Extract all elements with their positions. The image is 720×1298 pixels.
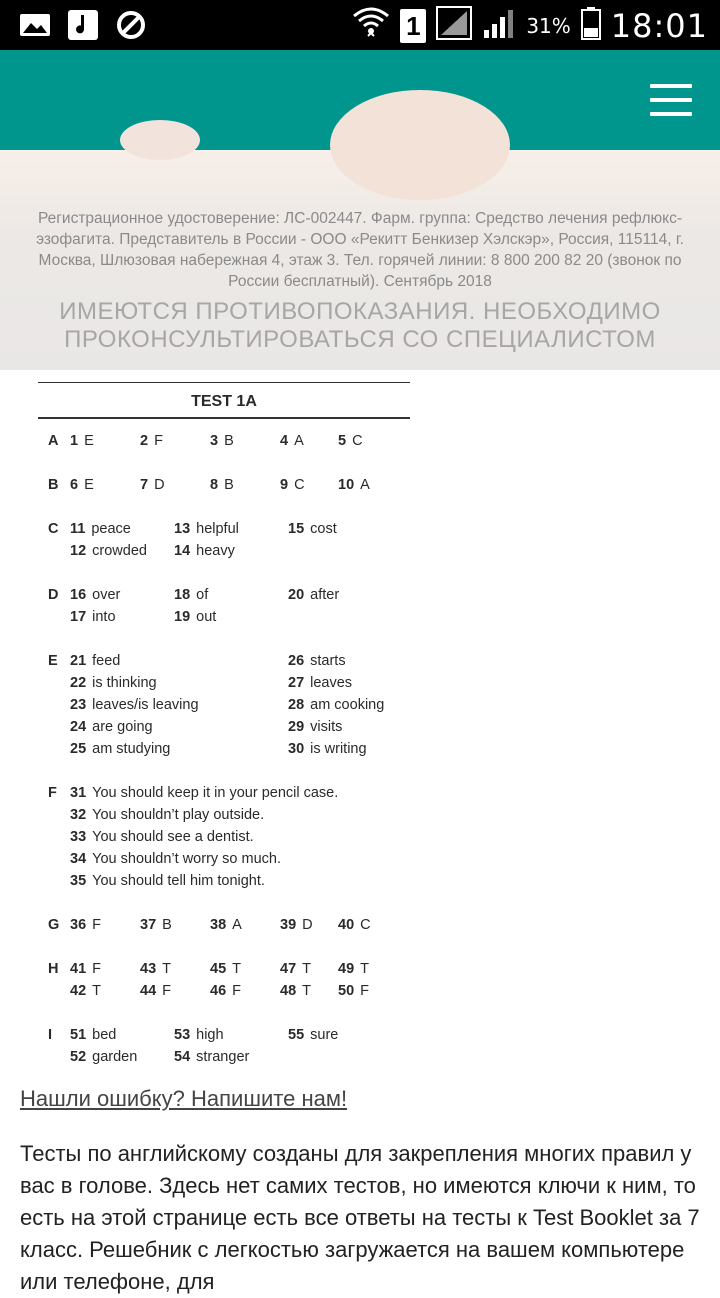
answer-value: C — [360, 917, 371, 933]
answer-number: 45 — [210, 961, 227, 977]
answer-value: sure — [310, 1027, 339, 1043]
answer-item — [174, 1027, 224, 1043]
answer-row — [38, 1049, 410, 1071]
answer-value: D — [302, 917, 313, 933]
answer-value: A — [232, 917, 242, 933]
answer-number: 49 — [338, 961, 355, 977]
answer-number: 28 — [288, 697, 305, 713]
signal-strength-icon — [482, 6, 516, 45]
answer-item — [70, 587, 120, 603]
answer-number: 20 — [288, 587, 305, 603]
answer-item — [70, 675, 157, 691]
answer-value: starts — [310, 653, 346, 669]
answer-item — [210, 433, 234, 449]
answer-number: 21 — [70, 653, 87, 669]
answer-item — [338, 477, 370, 493]
answer-value: over — [92, 587, 121, 603]
answer-item — [280, 983, 311, 999]
answer-row — [38, 477, 410, 499]
answer-value: is writing — [310, 741, 367, 757]
answer-number: 39 — [280, 917, 297, 933]
answer-number: 50 — [338, 983, 355, 999]
answer-value: peace — [91, 521, 131, 537]
answer-value: You shouldn’t play outside. — [92, 807, 265, 823]
answer-number: 17 — [70, 609, 87, 625]
answer-value: are going — [92, 719, 153, 735]
ad-registration-text: Регистрационное удостоверение: ЛС-002447. Фарм. группа: Средство лечения рефлюкс-эзофагита. Представитель в России - ООО «Рекитт Бенкизер Хэлскэр», Россия, 115114, г. Москва, Шлюзовая набережная 4, этаж 3. Тел. горячей линии: 8 800 200 82 20 (звонок по России бесплатный). Сентябрь 2018 — [36, 210, 684, 290]
answer-number: 15 — [288, 521, 305, 537]
section-label: F — [48, 785, 57, 801]
answer-key-image — [38, 382, 410, 1071]
answer-item — [280, 917, 313, 933]
answer-section-i — [38, 1027, 410, 1071]
answer-row — [38, 521, 410, 543]
section-label: H — [48, 961, 59, 977]
answer-number: 32 — [70, 807, 87, 823]
answer-row — [38, 697, 410, 719]
answer-number: 29 — [288, 719, 305, 735]
answer-value: crowded — [92, 543, 147, 559]
answer-item — [174, 587, 208, 603]
answer-value: F — [360, 983, 369, 999]
answer-number: 27 — [288, 675, 305, 691]
answer-value: E — [84, 477, 94, 493]
answer-row — [38, 719, 410, 741]
answer-row — [38, 851, 410, 873]
answer-value: high — [196, 1027, 224, 1043]
answer-item — [280, 477, 305, 493]
answer-item — [288, 521, 337, 537]
answer-item — [174, 609, 216, 625]
answer-number: 10 — [338, 477, 355, 493]
answer-number: 19 — [174, 609, 191, 625]
report-error-link[interactable]: Нашли ошибку? Напишите нам! — [20, 1086, 348, 1111]
answer-number: 40 — [338, 917, 355, 933]
section-label: D — [48, 587, 59, 603]
answer-item — [140, 917, 172, 933]
answer-item — [70, 807, 264, 823]
answer-row — [38, 433, 410, 455]
answer-number: 47 — [280, 961, 297, 977]
answer-item — [70, 873, 265, 889]
answer-value: F — [92, 917, 101, 933]
answer-value: C — [352, 433, 363, 449]
answer-item — [70, 917, 101, 933]
answer-row — [38, 675, 410, 697]
answer-item — [210, 917, 242, 933]
answer-number: 48 — [280, 983, 297, 999]
section-label: A — [48, 433, 59, 449]
answer-value: cost — [310, 521, 337, 537]
answer-section-e — [38, 653, 410, 763]
answer-value: C — [294, 477, 305, 493]
answer-row — [38, 543, 410, 565]
answer-item — [70, 653, 120, 669]
answer-number: 25 — [70, 741, 87, 757]
battery-percent: 31% — [526, 13, 571, 38]
description-text: Тесты по английскому созданы для закрепления многих правил у вас в голове. Здесь нет самих тестов, но имеются ключи к ним, то есть на этой странице есть все ответы на тесты к Test Booklet за 7 класс. Решебник с легкостью загружается на вашем компьютере или телефоне, для — [20, 1141, 700, 1294]
answer-number: 42 — [70, 983, 87, 999]
answer-value: visits — [310, 719, 343, 735]
section-label: I — [48, 1027, 53, 1043]
answer-section-d — [38, 587, 410, 631]
answer-item — [338, 917, 371, 933]
answer-item — [288, 675, 352, 691]
answer-item — [140, 961, 171, 977]
answer-value: B — [162, 917, 172, 933]
answer-number: 44 — [140, 983, 157, 999]
answer-item — [288, 741, 367, 757]
answer-row — [38, 609, 410, 631]
answer-number: 55 — [288, 1027, 305, 1043]
answer-row — [38, 741, 410, 763]
answer-number: 52 — [70, 1049, 87, 1065]
answer-row — [38, 785, 410, 807]
answer-item — [338, 433, 363, 449]
answer-item — [288, 587, 339, 603]
answer-number: 5 — [338, 433, 347, 449]
answer-value: T — [360, 961, 369, 977]
answer-value: leaves — [310, 675, 353, 691]
answer-row — [38, 829, 410, 851]
answer-number: 33 — [70, 829, 87, 845]
answer-number: 9 — [280, 477, 289, 493]
answer-item — [70, 785, 338, 801]
answer-value: T — [302, 983, 311, 999]
answer-number: 54 — [174, 1049, 191, 1065]
answer-row — [38, 873, 410, 895]
answer-value: E — [84, 433, 94, 449]
answer-item — [210, 961, 241, 977]
battery-icon — [581, 6, 601, 45]
answer-value: feed — [92, 653, 121, 669]
answer-number: 6 — [70, 477, 79, 493]
answer-number: 26 — [288, 653, 305, 669]
answer-item — [70, 741, 170, 757]
answer-value: B — [224, 433, 234, 449]
answer-value: D — [154, 477, 165, 493]
answer-item — [70, 719, 153, 735]
answer-value: garden — [92, 1049, 138, 1065]
answer-value: T — [232, 961, 241, 977]
answer-number: 46 — [210, 983, 227, 999]
answer-row — [38, 961, 410, 983]
section-label: E — [48, 653, 58, 669]
answer-row — [38, 653, 410, 675]
hamburger-menu-icon[interactable] — [650, 84, 692, 116]
answer-value: am cooking — [310, 697, 385, 713]
answer-number: 35 — [70, 873, 87, 889]
answer-value: B — [224, 477, 234, 493]
answer-item — [70, 521, 131, 537]
answer-number: 14 — [174, 543, 191, 559]
section-label: C — [48, 521, 59, 537]
answer-number: 38 — [210, 917, 227, 933]
answer-value: F — [232, 983, 241, 999]
answer-value: T — [162, 961, 171, 977]
answer-section-f — [38, 785, 410, 895]
answer-value: You should see a dentist. — [92, 829, 254, 845]
answer-value: is thinking — [92, 675, 157, 691]
answer-number: 8 — [210, 477, 219, 493]
signal-icon — [436, 6, 472, 45]
answer-item — [70, 433, 94, 449]
answer-number: 34 — [70, 851, 87, 867]
answer-number: 1 — [70, 433, 79, 449]
answer-section-h — [38, 961, 410, 1005]
answer-item — [288, 697, 384, 713]
answer-item — [140, 983, 171, 999]
answer-item — [70, 1049, 137, 1065]
answer-item — [280, 961, 311, 977]
answer-item — [70, 829, 254, 845]
answer-section-b — [38, 477, 410, 499]
answer-value: leaves/is leaving — [92, 697, 199, 713]
answer-item — [70, 1027, 116, 1043]
answer-number: 4 — [280, 433, 289, 449]
answer-value: You should tell him tonight. — [92, 873, 265, 889]
answer-number: 51 — [70, 1027, 87, 1043]
ad-banner[interactable] — [0, 150, 720, 370]
ad-warning: ИМЕЮТСЯ ПРОТИВОПОКАЗАНИЯ. НЕОБХОДИМО ПРОКОНСУЛЬТИРОВАТЬСЯ СО СПЕЦИАЛИСТОМ — [59, 298, 661, 353]
answer-section-g — [38, 917, 410, 939]
answer-number: 22 — [70, 675, 87, 691]
answer-row — [38, 807, 410, 829]
answer-value: out — [196, 609, 217, 625]
answer-value: after — [310, 587, 340, 603]
answer-item — [288, 1027, 338, 1043]
answer-number: 53 — [174, 1027, 191, 1043]
answer-key-title: TEST 1A — [191, 393, 257, 410]
answer-value: A — [360, 477, 370, 493]
answer-number: 11 — [70, 521, 86, 537]
answer-section-a — [38, 433, 410, 455]
answer-value: A — [294, 433, 304, 449]
answer-number: 3 — [210, 433, 219, 449]
answer-number: 24 — [70, 719, 87, 735]
answer-value: of — [196, 587, 209, 603]
answer-value: am studying — [92, 741, 171, 757]
answer-value: stranger — [196, 1049, 250, 1065]
answer-number: 2 — [140, 433, 149, 449]
answer-item — [70, 961, 101, 977]
section-label: G — [48, 917, 60, 933]
answer-item — [288, 719, 342, 735]
answer-item — [70, 477, 94, 493]
answer-number: 23 — [70, 697, 87, 713]
answer-item — [174, 1049, 249, 1065]
answer-value: You should keep it in your pencil case. — [92, 785, 339, 801]
sim-1-icon: 1 — [400, 9, 426, 43]
answer-number: 16 — [70, 587, 87, 603]
answer-value: T — [302, 961, 311, 977]
answer-number: 43 — [140, 961, 157, 977]
answer-item — [210, 983, 241, 999]
answer-item — [70, 609, 116, 625]
answer-value: F — [162, 983, 171, 999]
answer-value: heavy — [196, 543, 235, 559]
answer-item — [70, 983, 101, 999]
answer-item — [70, 851, 281, 867]
answer-number: 31 — [70, 785, 87, 801]
clock: 18:01 — [610, 6, 708, 45]
answer-item — [140, 433, 163, 449]
answer-item — [140, 477, 165, 493]
answer-item — [210, 477, 234, 493]
answer-number: 30 — [288, 741, 305, 757]
answer-value: into — [92, 609, 116, 625]
answer-value: You shouldn’t worry so much. — [92, 851, 282, 867]
gallery-icon — [18, 8, 52, 42]
answer-row — [38, 917, 410, 939]
answer-item — [280, 433, 304, 449]
answer-section-c — [38, 521, 410, 565]
wifi-icon — [352, 6, 390, 45]
answer-number: 13 — [174, 521, 191, 537]
answer-number: 36 — [70, 917, 87, 933]
section-label: B — [48, 477, 59, 493]
answer-item — [288, 653, 346, 669]
status-bar — [0, 0, 720, 50]
answer-number: 18 — [174, 587, 191, 603]
answer-item — [174, 521, 239, 537]
answer-number: 41 — [70, 961, 87, 977]
answer-row — [38, 983, 410, 1005]
answer-item — [70, 697, 199, 713]
music-icon — [66, 8, 100, 42]
answer-value: F — [92, 961, 101, 977]
answer-item — [338, 983, 369, 999]
answer-item — [174, 543, 235, 559]
answer-number: 12 — [70, 543, 87, 559]
answer-row — [38, 1027, 410, 1049]
answer-value: F — [154, 433, 163, 449]
answer-item — [338, 961, 369, 977]
blocked-icon — [114, 8, 148, 42]
answer-value: bed — [92, 1027, 117, 1043]
answer-item — [70, 543, 147, 559]
answer-number: 7 — [140, 477, 149, 493]
answer-value: helpful — [196, 521, 239, 537]
answer-value: T — [92, 983, 101, 999]
answer-row — [38, 587, 410, 609]
answer-number: 37 — [140, 917, 157, 933]
